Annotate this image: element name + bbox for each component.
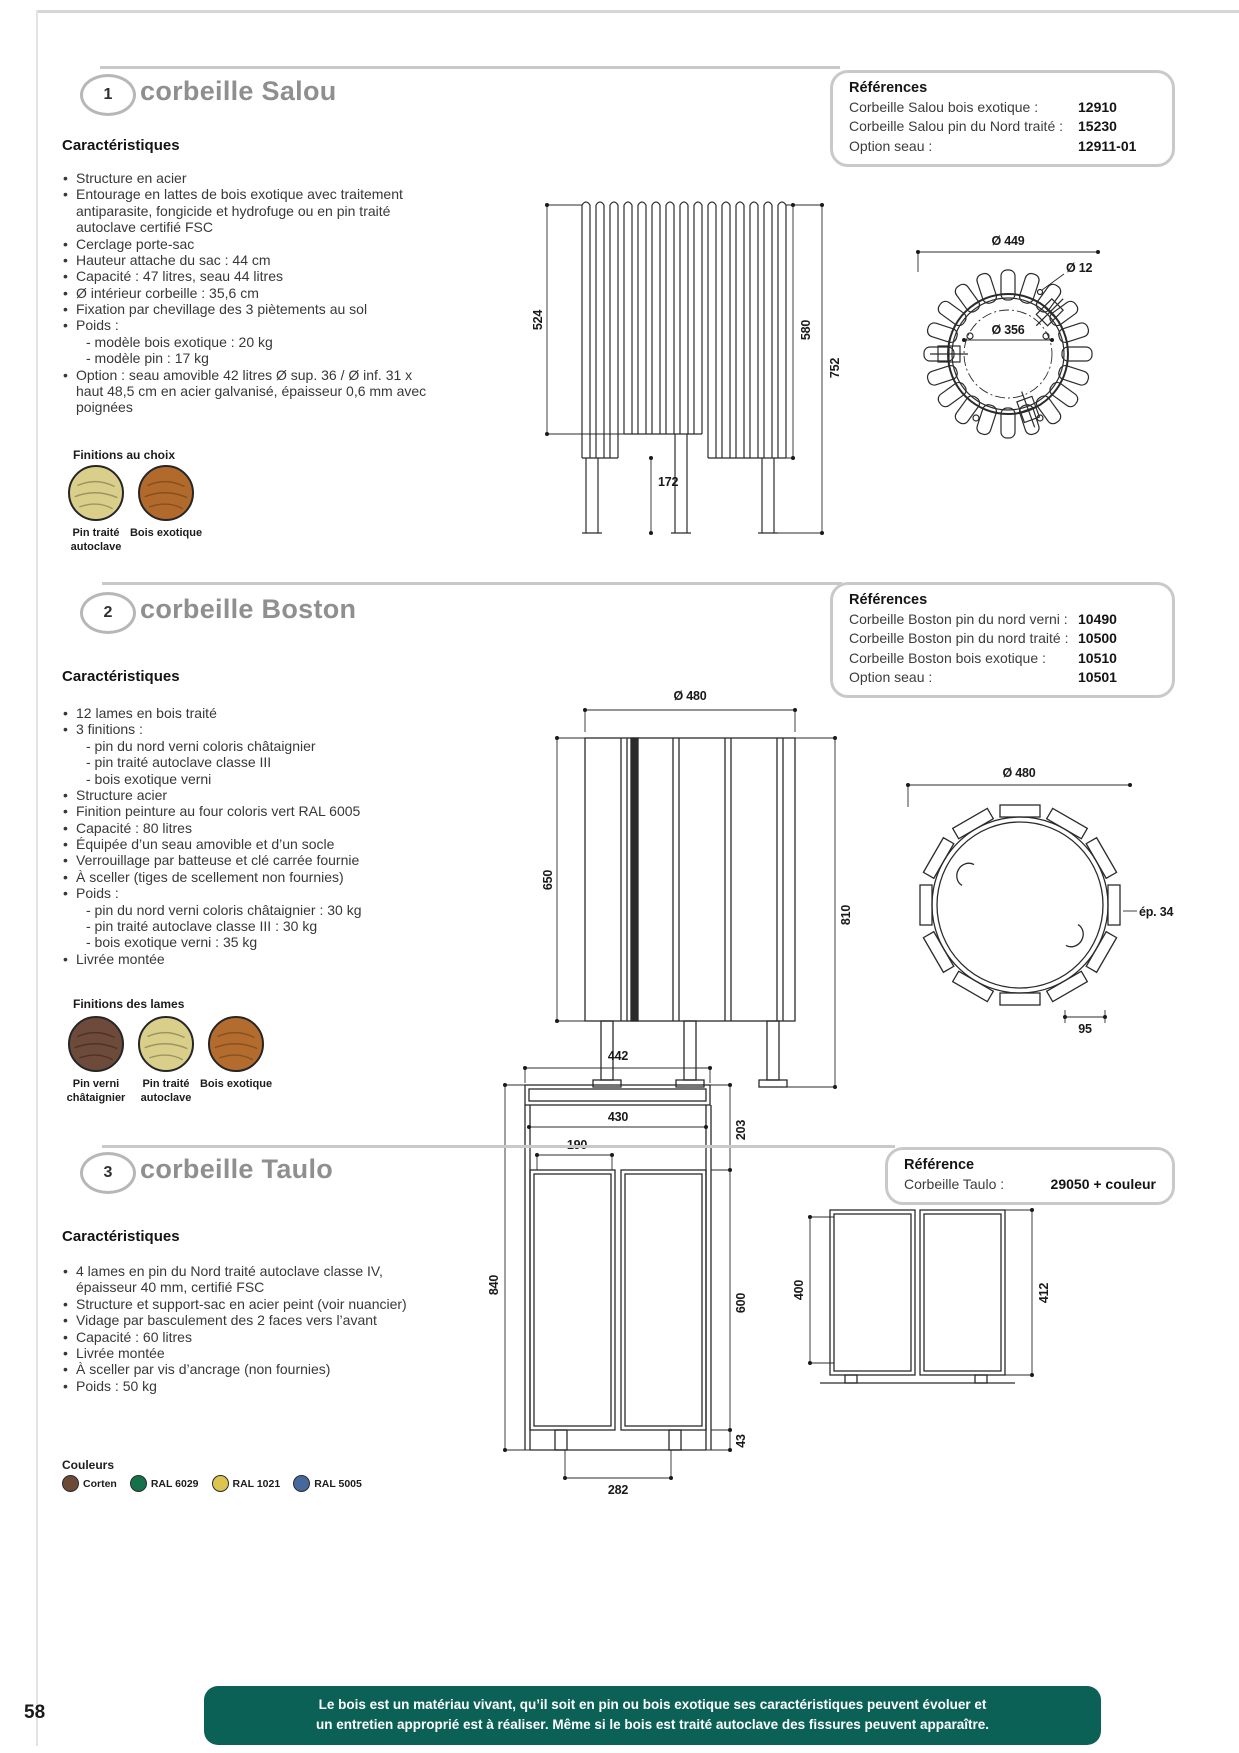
wood-grain-icon — [140, 1018, 192, 1070]
section-2-divider — [102, 582, 842, 585]
dim-356: Ø 356 — [991, 323, 1025, 337]
taulo-side-drawing — [770, 1195, 1070, 1395]
characteristic-item: • Fixation par chevillage des 3 piètements au sol — [62, 301, 434, 317]
characteristic-item: • Cerclage porte-sac — [62, 236, 434, 252]
reference-row — [849, 610, 1156, 629]
characteristic-item: • Entourage en lattes de bois exotique avec traitement antiparasite, fongicide et hydrofuge ou en pin traité autoclave certifié FSC — [62, 186, 434, 235]
reference-value: 29050 + couleur — [1050, 1176, 1156, 1192]
dim-412: 412 — [1037, 1282, 1051, 1304]
dim-600: 600 — [734, 1292, 748, 1314]
dim-203: 203 — [734, 1119, 748, 1141]
reference-value: 15230 — [1078, 118, 1117, 135]
dim-282: 282 — [607, 1483, 629, 1497]
characteristics-list — [62, 1263, 442, 1394]
finish-swatch-pin-traite — [138, 1016, 194, 1072]
color-item — [130, 1475, 199, 1492]
finish-swatch-pin-verni — [68, 1016, 124, 1072]
dim-430: 430 — [607, 1110, 629, 1124]
section-3-badge — [80, 1152, 136, 1194]
characteristic-item: - modèle pin : 17 kg — [86, 350, 209, 367]
characteristic-item: • Option : seau amovible 42 litres Ø sup. 36 / Ø inf. 31 x haut 48,5 cm en acier galvanisé, épaisseur 0,6 mm avec poignées — [62, 367, 434, 416]
finish-swatch-bois-exotique — [208, 1016, 264, 1072]
characteristic-item: • Vidage par basculement des 2 faces vers l’avant — [62, 1312, 442, 1328]
section-2-badge — [80, 592, 136, 634]
color-name: RAL 1021 — [232, 1477, 281, 1490]
dim-840: 840 — [487, 1274, 501, 1296]
finish-label-line: autoclave — [70, 540, 122, 553]
characteristic-item: - modèle bois exotique : 20 kg — [86, 333, 273, 350]
characteristic-item: • Poids : 50 kg — [62, 1378, 442, 1394]
reference-label: Corbeille Taulo : — [904, 1176, 1005, 1192]
characteristic-item: • À sceller par vis d’ancrage (non fournies) — [62, 1361, 442, 1377]
reference-row — [904, 1175, 1156, 1194]
dim-12: Ø 12 — [1066, 261, 1093, 275]
reference-row — [849, 668, 1156, 687]
color-name: RAL 6029 — [150, 1477, 199, 1490]
colors-label: Couleurs — [62, 1458, 115, 1472]
finishes-label: Finitions au choix — [73, 448, 176, 462]
characteristic-item: • Poids : — [62, 885, 442, 901]
dim-580: 580 — [799, 319, 813, 341]
reference-row — [849, 137, 1156, 156]
finish-swatch-label — [118, 527, 214, 541]
characteristic-item: • Équipée d’un seau amovible et d’un socle — [62, 836, 442, 852]
section-1-badge — [80, 74, 136, 116]
reference-value: 12911-01 — [1078, 137, 1137, 154]
reference-label: Corbeille Salou pin du Nord traité : — [849, 118, 1064, 135]
top-rule — [36, 10, 1239, 13]
section-1-title: corbeille Salou — [140, 76, 337, 106]
characteristics-list — [62, 170, 434, 416]
reference-value: 12910 — [1078, 99, 1117, 115]
dim-752: 752 — [828, 357, 842, 379]
characteristic-item: • Hauteur attache du sac : 44 cm — [62, 252, 434, 268]
reference-row — [849, 117, 1156, 136]
color-item — [293, 1475, 362, 1492]
finishes-label: Finitions des lames — [73, 997, 185, 1011]
colors-row — [62, 1475, 375, 1492]
references-box-taulo — [885, 1147, 1175, 1205]
section-1-number: 1 — [103, 86, 113, 103]
taulo-front-drawing — [480, 1045, 765, 1505]
characteristics-list — [62, 705, 442, 967]
dim-480-top: Ø 480 — [1002, 766, 1036, 780]
dim-650: 650 — [541, 869, 555, 891]
reference-label: Corbeille Boston pin du nord verni : — [849, 611, 1068, 627]
color-dot-ral1021 — [212, 1475, 229, 1492]
characteristic-item: • Capacité : 80 litres — [62, 820, 442, 836]
dim-ep34: ép. 34 — [1139, 905, 1174, 919]
reference-row — [849, 629, 1156, 648]
wood-grain-icon — [210, 1018, 262, 1070]
dim-442: 442 — [607, 1049, 629, 1063]
characteristics-heading: Caractéristiques — [62, 668, 180, 685]
characteristic-item: - pin du nord verni coloris châtaignier — [86, 737, 316, 754]
characteristic-item: • Structure et support-sac en acier peint (voir nuancier) — [62, 1296, 442, 1312]
characteristic-item: • Verrouillage par batteuse et clé carrée fournie — [62, 852, 442, 868]
reference-value: 10501 — [1078, 668, 1117, 685]
characteristic-item: • 12 lames en bois traité — [62, 705, 442, 721]
characteristic-item: - pin traité autoclave classe III — [86, 754, 272, 771]
reference-row — [849, 649, 1156, 668]
characteristic-item: • Capacité : 47 litres, seau 44 litres — [62, 268, 434, 284]
reference-row — [849, 98, 1156, 117]
dim-172: 172 — [658, 475, 679, 489]
characteristic-item: - bois exotique verni : 35 kg — [86, 934, 258, 951]
dim-95: 95 — [1078, 1022, 1092, 1036]
footer-note-line: un entretien approprié est à réaliser. Même si le bois est traité autoclave des fissures peuvent apparaître. — [315, 1717, 989, 1733]
characteristic-item: • Ø intérieur corbeille : 35,6 cm — [62, 285, 434, 301]
characteristic-item: • Finition peinture au four coloris vert RAL 6005 — [62, 803, 442, 819]
reference-value: 10510 — [1078, 649, 1117, 666]
characteristics-heading: Caractéristiques — [62, 1228, 180, 1245]
finish-label-line: Pin verni — [72, 1078, 120, 1090]
finish-label-line: Bois exotique — [199, 1078, 273, 1090]
dim-810: 810 — [839, 904, 853, 926]
references-title: Références — [849, 592, 928, 608]
characteristic-item: • 3 finitions : — [62, 721, 442, 737]
color-dot-ral6029 — [130, 1475, 147, 1492]
section-2-title: corbeille Boston — [140, 594, 357, 624]
characteristic-item: • Poids : — [62, 317, 434, 333]
dim-449: Ø 449 — [991, 234, 1025, 248]
references-box-salou — [830, 70, 1175, 167]
finish-label-line: Pin traité — [72, 527, 120, 539]
characteristic-item: • Structure en acier — [62, 170, 434, 186]
characteristic-item: • Capacité : 60 litres — [62, 1329, 442, 1345]
dim-524: 524 — [531, 309, 545, 331]
reference-label: Option seau : — [849, 668, 933, 685]
section-1-divider — [100, 66, 840, 69]
finish-label-line: Pin traité — [142, 1078, 190, 1090]
dim-43: 43 — [734, 1434, 748, 1448]
section-2-number: 2 — [103, 604, 113, 621]
section-3-divider — [102, 1145, 895, 1148]
color-dot-ral5005 — [293, 1475, 310, 1492]
characteristic-item: - pin traité autoclave classe III : 30 kg — [86, 917, 318, 934]
left-rule — [36, 10, 38, 1746]
wood-grain-icon — [70, 467, 122, 519]
characteristic-item: - bois exotique verni — [86, 770, 212, 787]
reference-label: Corbeille Salou bois exotique : — [849, 99, 1039, 115]
characteristic-item: • Livrée montée — [62, 951, 442, 967]
finish-swatch-label — [188, 1078, 284, 1092]
reference-value: 10500 — [1078, 630, 1117, 647]
boston-front-drawing — [535, 680, 855, 1100]
dim-400: 400 — [792, 1279, 806, 1301]
footer-note-line: Le bois est un matériau vivant, qu’il soit en pin ou bois exotique ses caractéristiques peuvent évoluer et — [318, 1697, 987, 1712]
color-name: RAL 5005 — [314, 1477, 362, 1490]
reference-value: 10490 — [1078, 611, 1117, 627]
characteristic-item: • 4 lames en pin du Nord traité autoclave classe IV, épaisseur 40 mm, certifié FSC — [62, 1263, 442, 1296]
color-name: Corten — [83, 1477, 117, 1490]
section-3-title: corbeille Taulo — [140, 1154, 334, 1184]
color-dot-corten — [62, 1475, 79, 1492]
finish-label-line: Bois exotique — [129, 527, 203, 539]
reference-label: Corbeille Boston pin du nord traité : — [849, 630, 1069, 647]
characteristics-heading: Caractéristiques — [62, 137, 180, 154]
finish-swatch-pin-traite — [68, 465, 124, 521]
references-box-boston — [830, 582, 1175, 698]
finish-label-line: autoclave — [140, 1091, 192, 1104]
characteristic-item: - pin du nord verni coloris châtaignier : 30 kg — [86, 901, 362, 918]
wood-grain-icon — [70, 1018, 122, 1070]
characteristic-item: • Livrée montée — [62, 1345, 442, 1361]
page-number: 58 — [24, 1702, 46, 1723]
reference-label: Option seau : — [849, 137, 933, 154]
wood-grain-icon — [140, 467, 192, 519]
footer-note — [204, 1686, 1101, 1745]
salou-top-drawing — [890, 228, 1130, 468]
color-item — [62, 1475, 117, 1492]
boston-top-drawing — [880, 755, 1190, 1040]
salou-front-drawing — [525, 190, 855, 545]
finish-swatch-bois-exotique — [138, 465, 194, 521]
references-title: Références — [849, 80, 928, 96]
color-item — [212, 1475, 281, 1492]
finish-label-line: châtaignier — [66, 1091, 126, 1104]
dim-480-front: Ø 480 — [673, 689, 707, 703]
reference-label: Corbeille Boston bois exotique : — [849, 649, 1046, 666]
characteristic-item: • À sceller (tiges de scellement non fournies) — [62, 869, 442, 885]
characteristic-item: • Structure acier — [62, 787, 442, 803]
references-title: Référence — [904, 1157, 975, 1173]
section-3-number: 3 — [103, 1164, 113, 1181]
